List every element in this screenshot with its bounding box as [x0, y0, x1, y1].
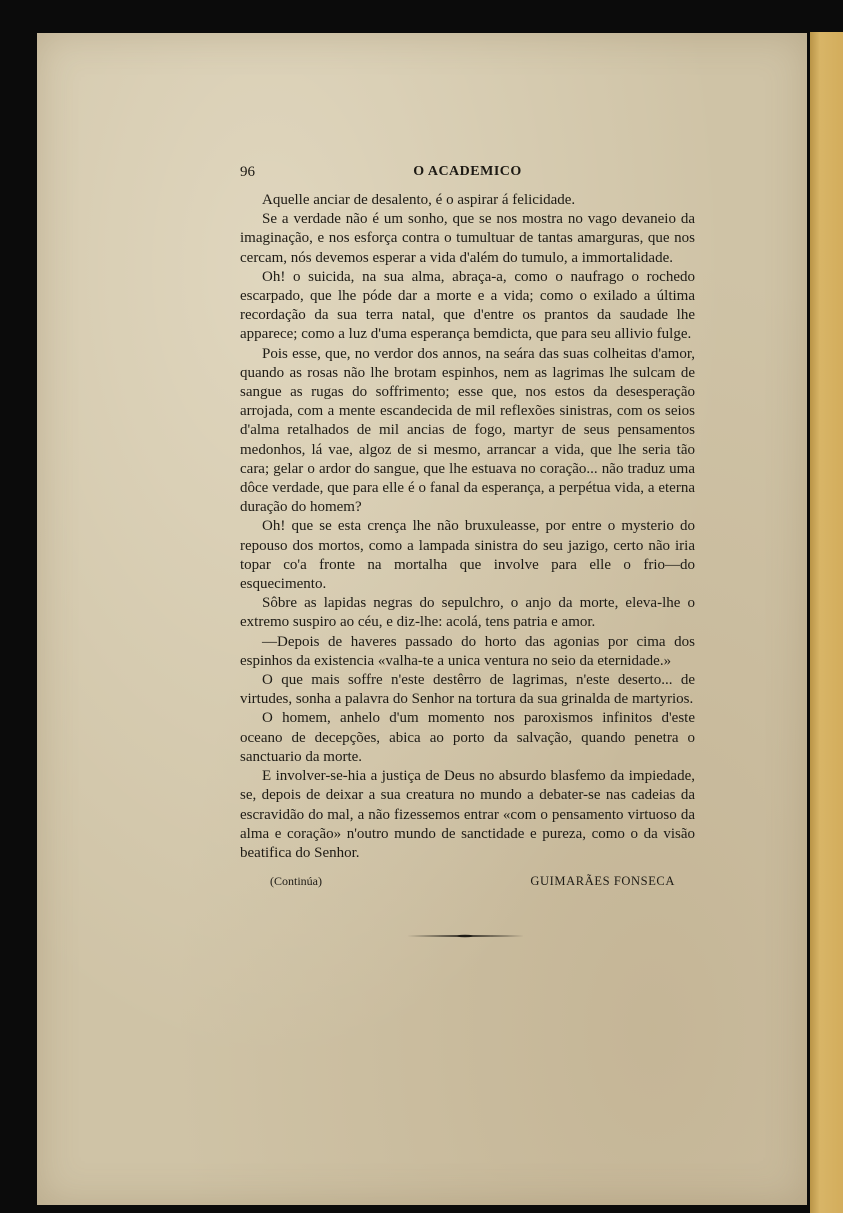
- page-header: [240, 164, 695, 184]
- author-signature: GUIMARÃES FONSECA: [530, 874, 675, 888]
- paragraph: Sôbre as lapidas negras do sepulchro, o anjo da morte, eleva-lhe o extremo suspiro ao céu, e diz-lhe: acolá, tens patria e amor.: [240, 595, 695, 631]
- paragraph: Pois esse, que, no verdor dos annos, na seára das suas colheitas d'amor, quando as rosas não lhe brotam espinhos, nem as lagrimas lhe sulcam de sangue as rugas do soffrimento; esse que, nos estos da desesperação arrojada, com a mente escandecida de mil reflexões sinistras, com os seios d'alma retalhados de mil ancias de fogo, martyr de seus pensamentos medonhos, lá vae, algoz de si mesmo, arrancar a vida, que lhe seria tão cara; gelar o ardor do sangue, que lhe estuava no coração... não traduz uma dôce verdade, que para elle é o fanal da esperança, a perpétua vida, a eterna duração do homem?: [240, 345, 695, 516]
- paragraph: O que mais soffre n'este destêrro de lagrimas, n'este deserto... de virtudes, sonha a palavra do Senhor na tortura da sua grinalda de martyrios.: [240, 672, 695, 708]
- adjacent-page-edge: [810, 32, 843, 1213]
- paragraph: Oh! que se esta crença lhe não bruxuleasse, por entre o mysterio do repouso dos mortos, como a lampada sinistra do seu jazigo, certo não iria topar co'a fronte na mortalha que involve para elle o frio—do esquecimento.: [240, 518, 695, 593]
- page-number: 96: [240, 164, 255, 180]
- paragraph: O homem, anhelo d'um momento nos paroxismos infinitos d'este oceano de decepções, abica ao porto da salvação, quando penetra o sanctuario da morte.: [240, 710, 695, 765]
- paragraph: Se a verdade não é um sonho, que se nos mostra no vago devaneio da imaginação, e nos esforça contra o tumultuar de tantas amarguras, que nos cercam, nós devemos esperar a vida d'além do tumulo, a immortalidade.: [240, 211, 695, 266]
- article-footer: [270, 874, 675, 892]
- decorative-rule: [407, 934, 524, 938]
- paragraph: —Depois de haveres passado do horto das agonias por cima dos espinhos da existencia «valha-te a unica ventura no seio da eternidade.»: [240, 633, 695, 669]
- running-title: O ACADEMICO: [413, 164, 522, 179]
- article-body: [240, 191, 695, 863]
- paragraph: Oh! o suicida, na sua alma, abraça-a, como o naufrago o rochedo escarpado, que lhe póde dar a morte e a vida; como o exilado a última recordação da sua terra natal, que d'entre os prantos da saudade lhe apparece; como a luz d'uma esperança bemdicta, que para seu allivio fulge.: [240, 268, 695, 343]
- paragraph: Aquelle anciar de desalento, é o aspirar á felicidade.: [262, 192, 576, 208]
- continued-note: (Continúa): [270, 874, 322, 888]
- paragraph: E involver-se-hia a justiça de Deus no absurdo blasfemo da impiedade, se, depois de deixar a sua creatura no mundo a debater-se nas cadeias da escravidão do mal, a não fizessemos entrar «com o pensamento virtuoso da alma e coração» n'outro mundo de sanctidade e pureza, como o da visão beatifica do Senhor.: [240, 768, 695, 861]
